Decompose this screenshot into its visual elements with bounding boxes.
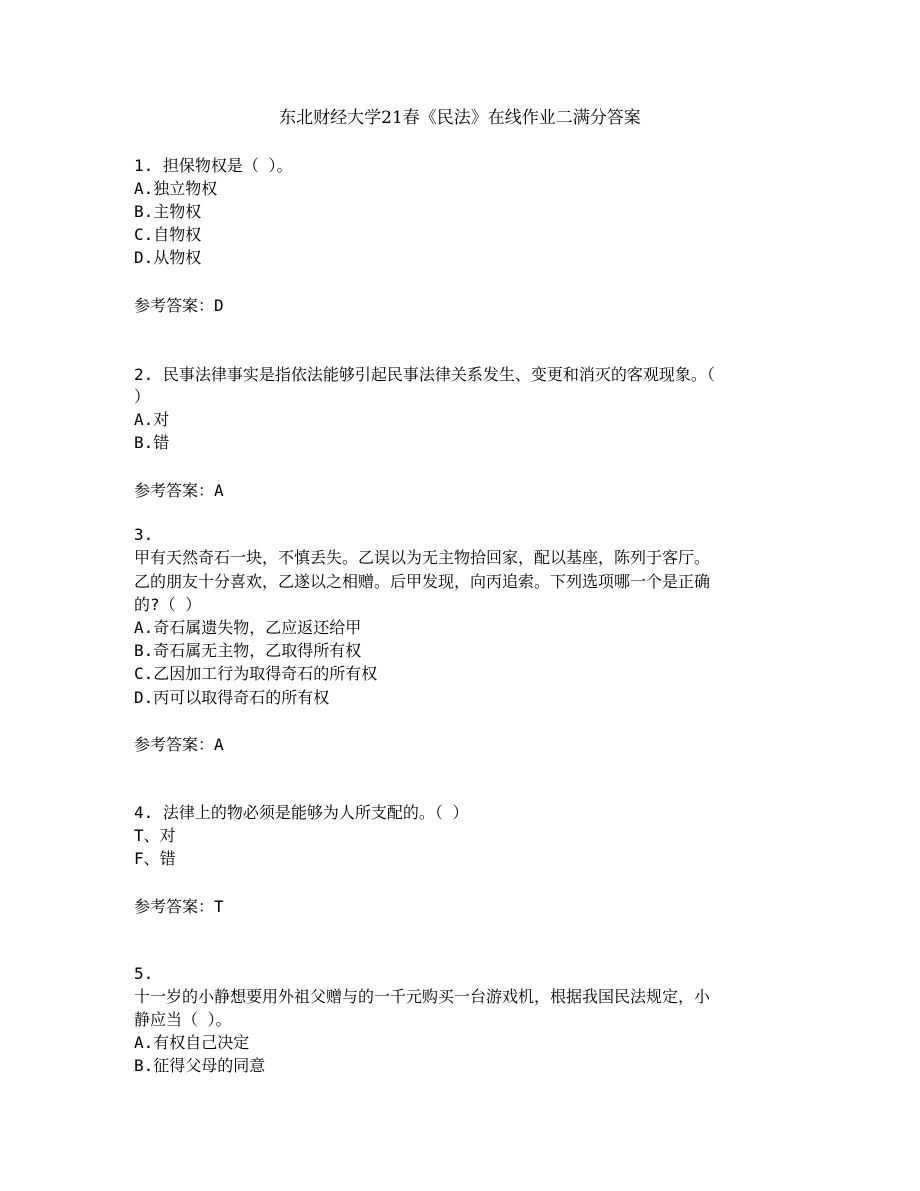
- question-5-stem-line-1: 十一岁的小静想要用外祖父赠与的一千元购买一台游戏机，根据我国民法规定，小: [134, 987, 711, 1006]
- question-3-number: 3.: [134, 525, 154, 544]
- question-3-option-a: A.奇石属遗失物，乙应返还给甲: [134, 618, 362, 637]
- question-5-number: 5.: [134, 964, 154, 983]
- question-1-option-c: C.自物权: [134, 225, 202, 244]
- question-1-answer: 参考答案：D: [134, 296, 224, 315]
- question-2-answer: 参考答案：A: [134, 481, 224, 500]
- question-2-option-a: A.对: [134, 410, 170, 429]
- question-5-option-a: A.有权自己决定: [134, 1033, 250, 1052]
- question-4-stem: 4. 法律上的物必须是能够为人所支配的。（ ）: [134, 803, 469, 822]
- question-3-answer: 参考答案：A: [134, 735, 224, 754]
- question-4-option-t: T、对: [134, 826, 176, 845]
- question-3-option-c: C.乙因加工行为取得奇石的所有权: [134, 664, 378, 683]
- question-2-stem-line-2: ）: [134, 387, 151, 406]
- question-3-option-d: D.丙可以取得奇石的所有权: [134, 688, 330, 707]
- question-5-stem-line-2: 静应当（ ）。: [134, 1010, 232, 1029]
- question-1-option-b: B.主物权: [134, 202, 202, 221]
- question-3-stem-line-1: 甲有天然奇石一块，不慎丢失。乙误以为无主物拾回家，配以基座，陈列于客厅。: [134, 548, 711, 567]
- question-3-stem-line-3: 的?（ ）: [134, 595, 202, 614]
- document-title: 东北财经大学21春《民法》在线作业二满分答案: [279, 108, 641, 128]
- question-1-option-d: D.从物权: [134, 248, 202, 267]
- question-4-answer: 参考答案：T: [134, 897, 224, 916]
- question-5-option-b: B.征得父母的同意: [134, 1056, 266, 1075]
- question-2-stem-line-1: 2. 民事法律事实是指依法能够引起民事法律关系发生、变更和消灭的客观现象。（: [134, 365, 715, 384]
- question-3-option-b: B.奇石属无主物，乙取得所有权: [134, 641, 362, 660]
- question-2-option-b: B.错: [134, 433, 170, 452]
- question-4-option-f: F、错: [134, 849, 176, 868]
- question-1-option-a: A.独立物权: [134, 179, 218, 198]
- question-1-stem: 1. 担保物权是（ ）。: [134, 156, 293, 175]
- question-3-stem-line-2: 乙的朋友十分喜欢，乙遂以之相赠。后甲发现，向丙追索。下列选项哪一个是正确: [134, 572, 711, 591]
